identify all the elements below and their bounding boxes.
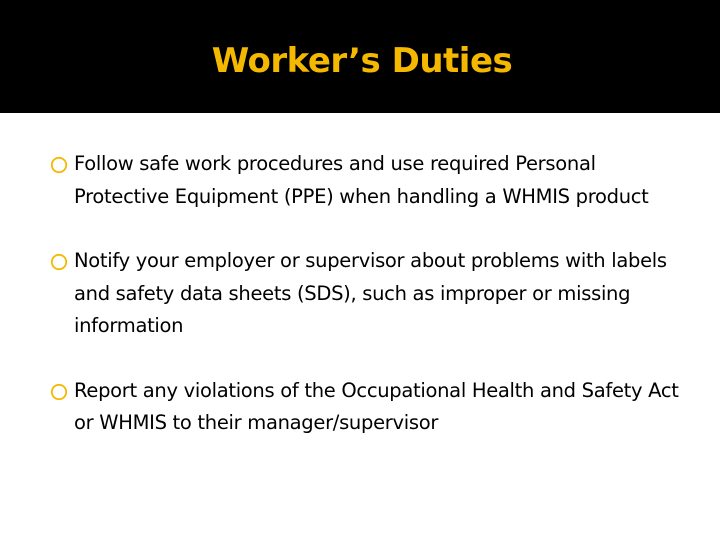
- bullet-text: Follow safe work procedures and use required Personal Protective Equipment (PPE) when handling a WHMIS product: [74, 152, 649, 208]
- hollow-circle-bullet-icon: [50, 383, 68, 401]
- title-bar: [0, 0, 720, 113]
- bullet-item: [0, 148, 720, 213]
- bullet-text: Notify your employer or supervisor about problems with labels and safety data sheets (SDS), such as improper or missing information: [74, 249, 667, 337]
- hollow-circle-bullet-icon: [50, 156, 68, 174]
- bullet-text: Report any violations of the Occupational Health and Safety Act or WHMIS to their manager/supervisor: [74, 378, 679, 434]
- slide-title: Worker’s Duties: [211, 41, 513, 81]
- bullet-item: [0, 375, 720, 440]
- bullet-list: [0, 148, 720, 440]
- bullet-item: [0, 245, 720, 343]
- hollow-circle-bullet-icon: [50, 253, 68, 271]
